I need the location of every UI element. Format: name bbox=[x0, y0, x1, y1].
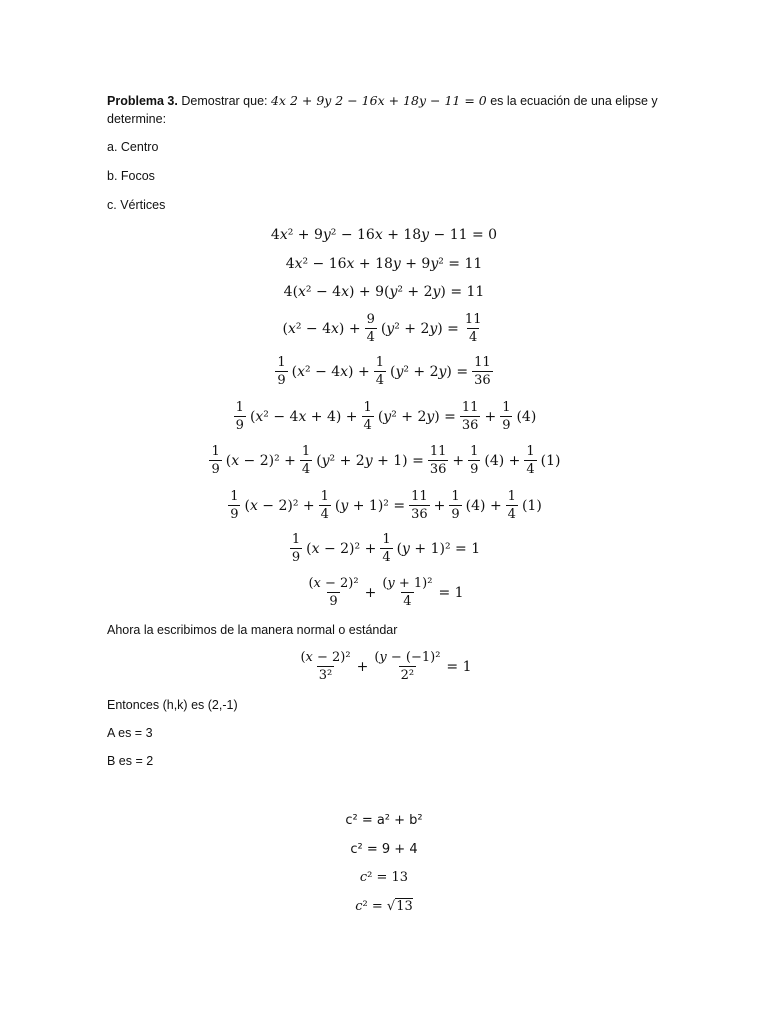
equation-7: $\frac{1}{9}$ (𝑥 − 2)² + $\frac{1}{4}$ (𝑦² + 2𝑦 + 1) = $\frac{11}{36}$ + $\frac{1}{9}$ (4) + $\frac{1}{4}$ (1) bbox=[211, 444, 561, 477]
equation-10: $\frac{\text{(𝑥 − 2)²}}{9}$ + $\frac{\text{(𝑦 + 1)²}}{4}$ = 1 bbox=[308, 576, 464, 609]
problem-statement-line2: determine: bbox=[107, 112, 167, 126]
equation-c2: c² = 9 + 4 bbox=[350, 842, 418, 857]
equation-8: $\frac{1}{9}$ (𝑥 − 2)² + $\frac{1}{4}$ (𝑦 + 1)² = $\frac{11}{36}$ + $\frac{1}{9}$ (4) + $\frac{1}{4}$ (1) bbox=[230, 489, 542, 522]
result-a: A es = 3 bbox=[107, 726, 153, 740]
equation-c1: c² = a² + b² bbox=[345, 813, 423, 828]
problem-statement: Problema 3. Demostrar que: 4𝑥 2 + 9𝑦 2 − 16𝑥 + 18𝑦 − 11 = 0 es la ecuación de una elipse y bbox=[107, 93, 658, 108]
equation-c3: 𝑐² = 13 bbox=[359, 870, 409, 885]
item-vertices: c. Vértices bbox=[107, 198, 166, 212]
equation-standard-form: $\frac{\text{(𝑥 − 2)²}}{\text{3²}}$ + $\frac{\text{(𝑦 − (−1)²}}{\text{2²}}$ = 1 bbox=[300, 650, 472, 683]
sqrt-symbol: √ bbox=[386, 899, 396, 914]
problem-label: Problema 3. bbox=[107, 94, 178, 108]
equation-3: 4(𝑥² − 4𝑥) + 9(𝑦² + 2𝑦) = 11 bbox=[283, 284, 485, 300]
problem-equation: 4𝑥 2 + 9𝑦 2 − 16𝑥 + 18𝑦 − 11 = 0 bbox=[270, 93, 487, 108]
equation-5: $\frac{1}{9}$ (𝑥² − 4𝑥) + $\frac{1}{4}$ (𝑦² + 2𝑦) = $\frac{11}{36}$ bbox=[277, 355, 491, 388]
equation-1: 4𝑥² + 9𝑦² − 16𝑥 + 18𝑦 − 11 = 0 bbox=[270, 227, 498, 243]
item-focos: b. Focos bbox=[107, 169, 155, 183]
equation-9: $\frac{1}{9}$ (𝑥 − 2)² + $\frac{1}{4}$ (𝑦 + 1)² = 1 bbox=[291, 532, 481, 565]
equation-2: 4𝑥² − 16𝑥 + 18𝑦 + 9𝑦² = 11 bbox=[285, 256, 483, 272]
equation-6: $\frac{1}{9}$ (𝑥² − 4𝑥 + 4) + $\frac{1}{4}$ (𝑦² + 2𝑦) = $\frac{11}{36}$ + $\frac{1}{9}$ (4) bbox=[235, 400, 537, 433]
item-centro: a. Centro bbox=[107, 140, 159, 154]
result-center: Entonces (h,k) es (2,-1) bbox=[107, 698, 238, 712]
equation-4: (𝑥² − 4𝑥) + $\frac{9}{4}$ (𝑦² + 2𝑦) = $\frac{11}{4}$ bbox=[282, 312, 482, 345]
normal-form-text: Ahora la escribimos de la manera normal o estándar bbox=[107, 623, 398, 637]
result-b: B es = 2 bbox=[107, 754, 154, 768]
equation-c4: 𝑐² = √13 bbox=[355, 899, 413, 914]
